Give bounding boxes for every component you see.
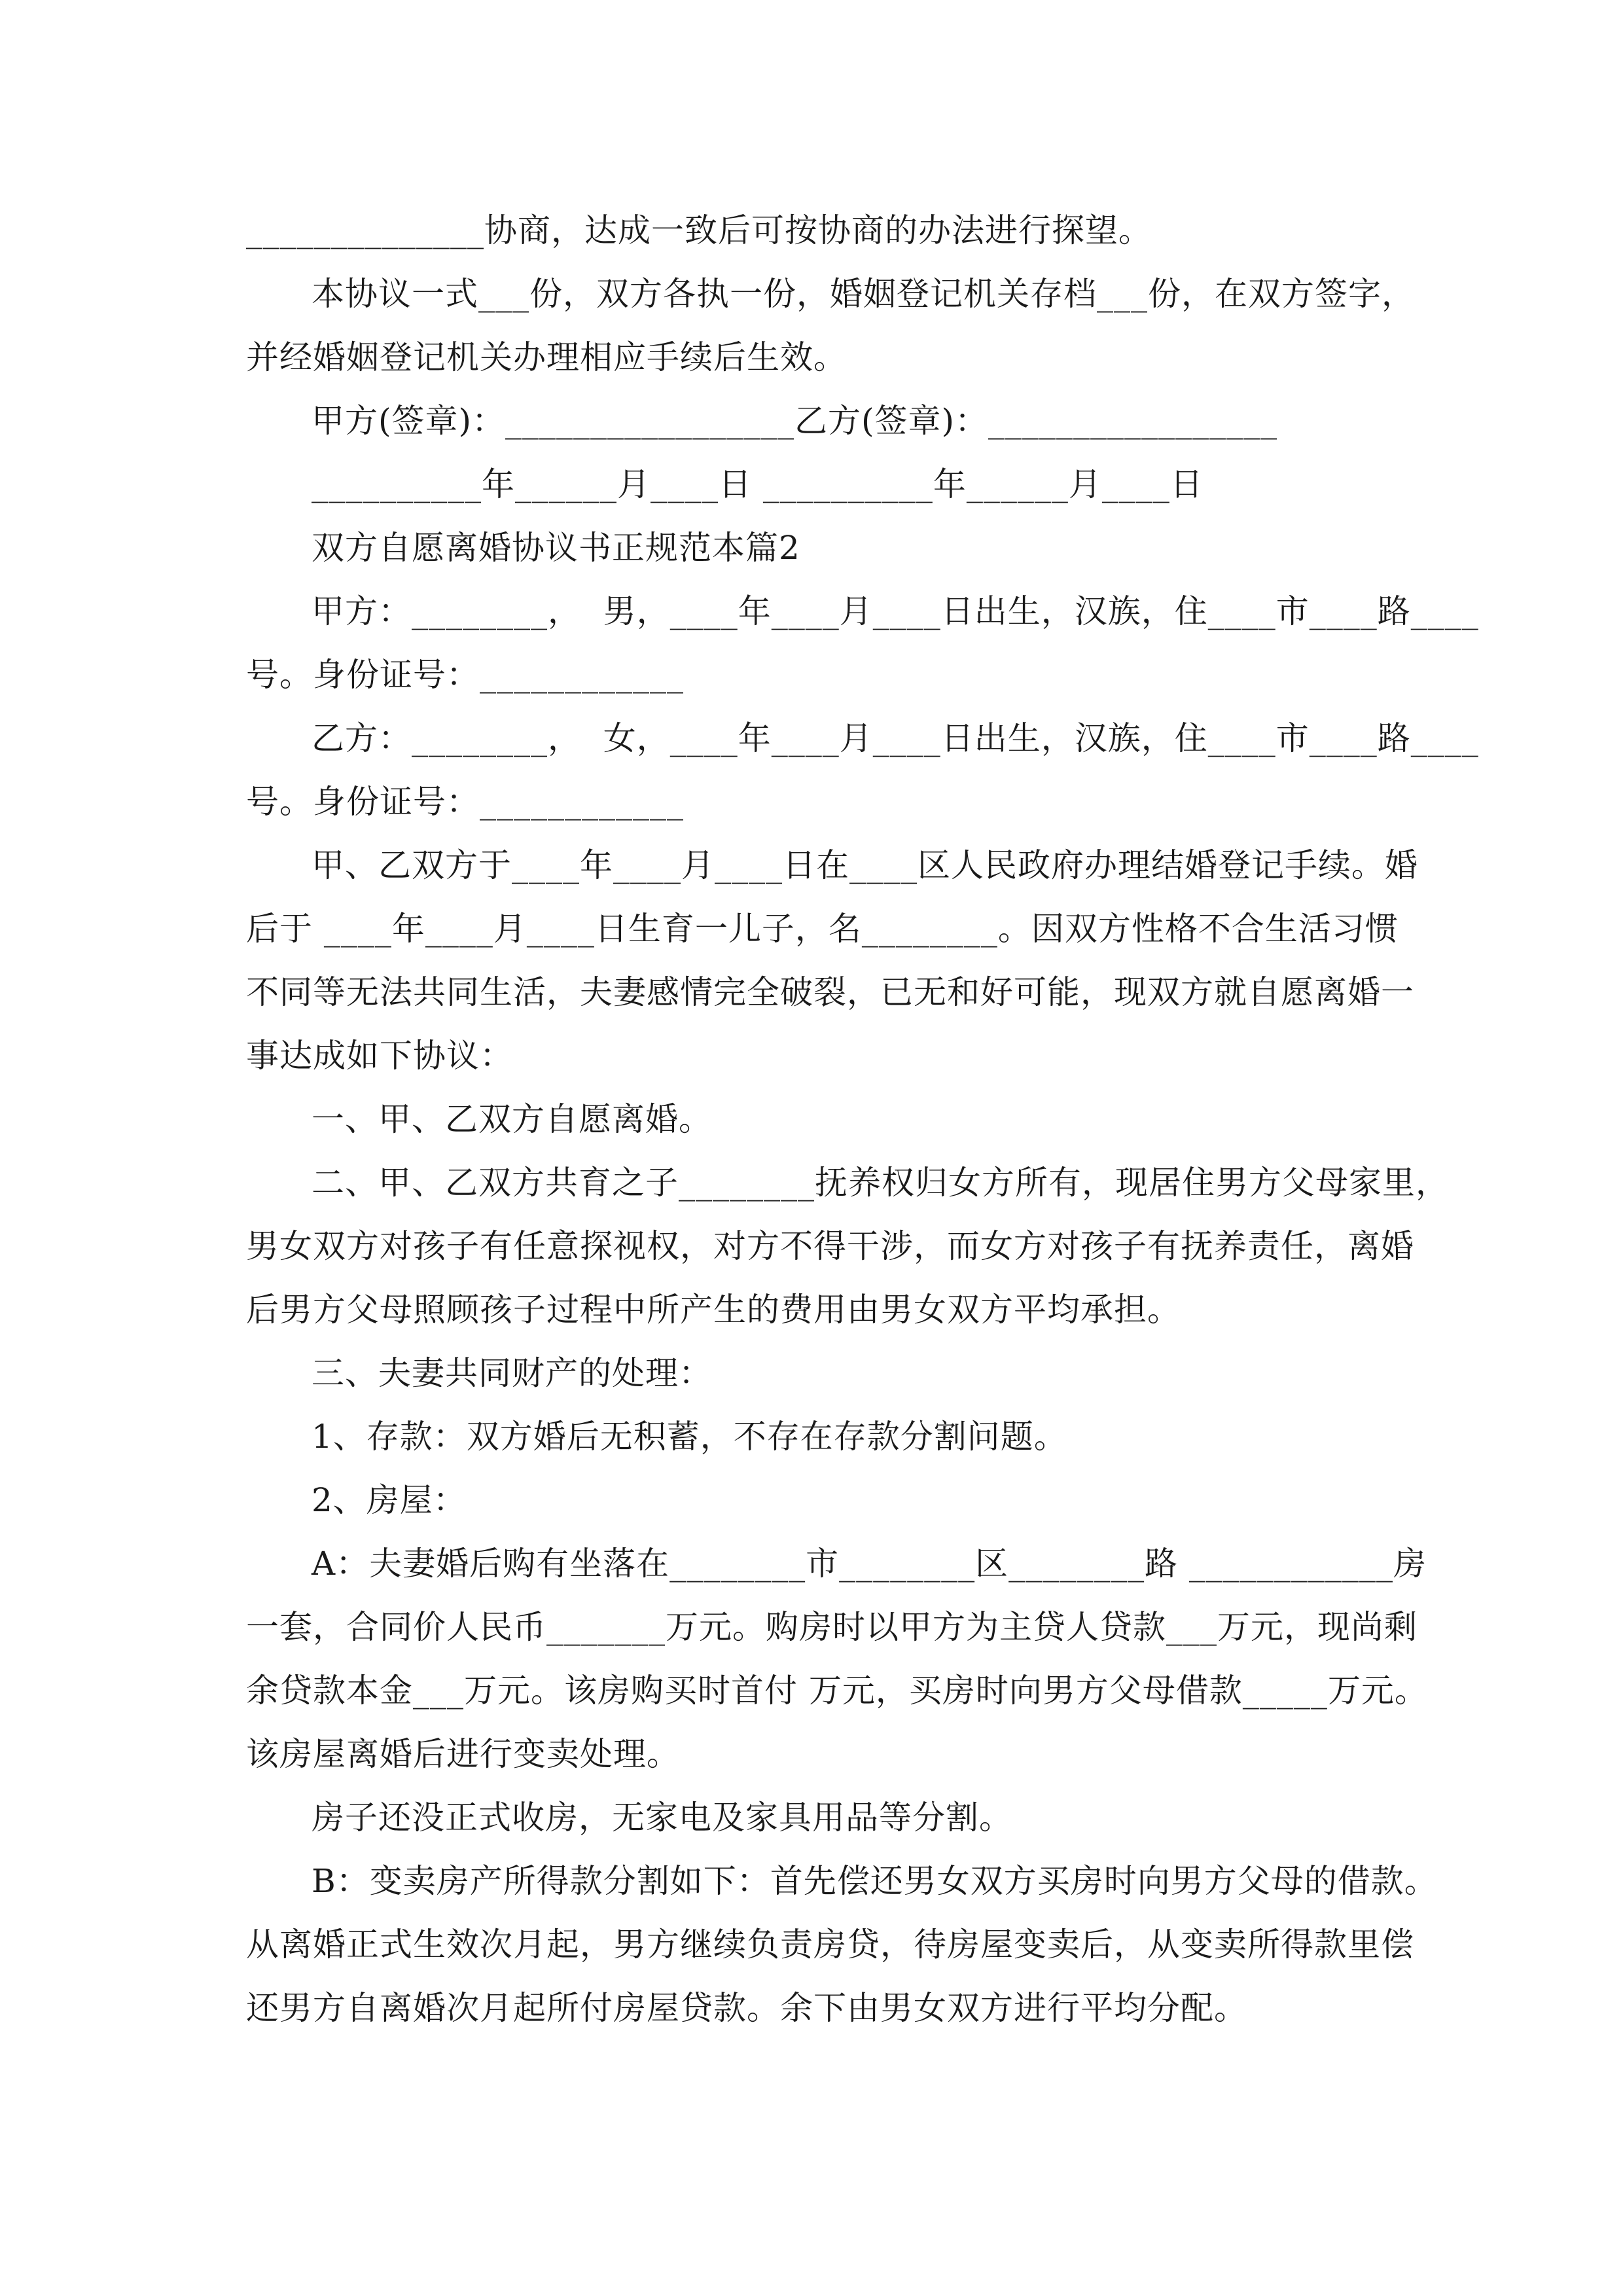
text-line-10: 号。身份证号：____________ (246, 783, 684, 821)
text-line-3: 并经婚姻登记机关办理相应手续后生效。 (246, 338, 847, 376)
text-line-17: 男女双方对孩子有任意探视权，对方不得干涉，而女方对孩子有抚养责任，离婚 (246, 1227, 1414, 1265)
text-line-9: 乙方：________， 女，____年____月____日出生，汉族，住____市____路____ (312, 719, 1479, 757)
date-line: __________年______月____日 __________年______月____日 (312, 465, 1204, 503)
text-line-2: 本协议一式___份，双方各执一份，婚姻登记机关存档___份，在双方签字， (312, 275, 1415, 313)
text-line-18: 后男方父母照顾孩子过程中所产生的费用由男女双方平均承担。 (246, 1291, 1181, 1329)
signature-line: 甲方(签章)：_________________乙方(签章)：_________________ (312, 402, 1278, 440)
text-line-25: 该房屋离婚后进行变卖处理。 (246, 1735, 680, 1773)
text-line-14: 事达成如下协议： (246, 1037, 513, 1075)
text-line-13: 不同等无法共同生活，夫妻感情完全破裂，已无和好可能，现双方就自愿离婚一 (246, 973, 1414, 1011)
text-line-7: 甲方：________， 男，____年____月____日出生，汉族，住____市____路____ (312, 592, 1479, 630)
text-line-27: B：变卖房产所得款分割如下：首先偿还男女双方买房时向男方父母的借款。 (312, 1862, 1438, 1900)
text-line-24: 余贷款本金___万元。该房购买时首付 万元，买房时向男方父母借款_____万元。 (246, 1672, 1428, 1710)
text-line-11: 甲、乙双方于____年____月____日在____区人民政府办理结婚登记手续。婚 (312, 846, 1418, 884)
text-line-8: 号。身份证号：____________ (246, 656, 684, 694)
text-line-22: A：夫妻婚后购有坐落在________市________区________路 ____________房 (312, 1545, 1427, 1583)
text-line-1: ______________协商，达成一致后可按协商的办法进行探望。 (246, 211, 1152, 249)
text-line-12: 后于 ____年____月____日生育一儿子，名________。因双方性格不合生活习惯 (246, 910, 1399, 948)
text-line-29: 还男方自离婚次月起所付房屋贷款。余下由男女双方进行平均分配。 (246, 1989, 1247, 2027)
text-line-15: 一、甲、乙双方自愿离婚。 (312, 1100, 712, 1138)
section-title: 双方自愿离婚协议书正规范本篇2 (312, 529, 800, 567)
text-line-19: 三、夫妻共同财产的处理： (312, 1354, 712, 1392)
text-line-28: 从离婚正式生效次月起，男方继续负责房贷，待房屋变卖后，从变卖所得款里偿 (246, 1926, 1414, 1964)
text-line-21: 2、房屋： (312, 1481, 467, 1519)
text-line-20: 1、存款：双方婚后无积蓄，不存在存款分割问题。 (312, 1418, 1067, 1456)
text-line-16: 二、甲、乙双方共育之子________抚养权归女方所有，现居住男方父母家里， (312, 1164, 1449, 1202)
text-line-26: 房子还没正式收房，无家电及家具用品等分割。 (312, 1799, 1012, 1837)
text-line-23: 一套，合同价人民币_______万元。购房时以甲方为主贷人贷款___万元，现尚剩 (246, 1608, 1418, 1646)
